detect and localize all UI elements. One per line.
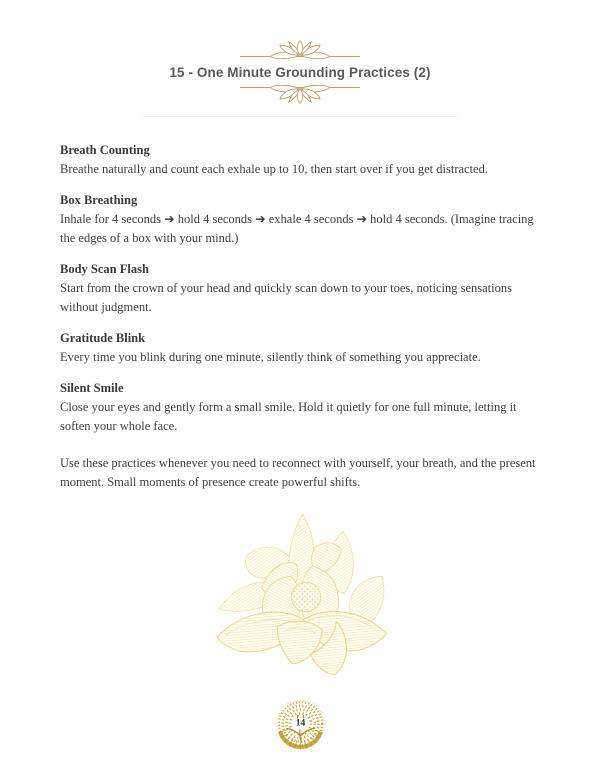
lotus-ornament-top-icon [240,40,360,62]
practice-section [60,191,540,248]
practices-content [60,141,540,492]
chapter-header [0,0,600,117]
closing-paragraph: Use these practices whenever you need to reconnect with yourself, your breath, and the present moment. Small moments of presence create powerful shifts. [60,456,536,489]
practice-title: Breath Counting [60,143,150,157]
practice-section [60,141,540,179]
practice-title: Body Scan Flash [60,262,149,276]
practice-description: Start from the crown of your head and quickly scan down to your toes, noticing sensations without judgment. [60,281,512,314]
page-number: 14 [295,718,306,729]
practices-list [60,141,540,436]
header-divider [143,116,457,117]
practice-title: Silent Smile [60,381,124,395]
practice-section [60,379,540,436]
practice-description: Every time you blink during one minute, silently think of something you appreciate. [60,350,481,364]
lotus-ornament-bottom-icon [240,82,360,104]
practice-section [60,329,540,367]
practice-title: Box Breathing [60,193,138,207]
chapter-title: 15 - One Minute Grounding Practices (2) [169,65,431,80]
practice-description: Close your eyes and gently form a small smile. Hold it quietly for one full minute, letting it soften your whole face. [60,400,517,433]
practice-title: Gratitude Blink [60,331,146,345]
lotus-flower-illustration [205,502,395,675]
practice-section [60,260,540,317]
practice-description: Breathe naturally and count each exhale up to 10, then start over if you get distracted. [60,162,488,176]
practice-description: Inhale for 4 seconds ➔ hold 4 seconds ➔ exhale 4 seconds ➔ hold 4 seconds. (Imagine tracing the edges of a box with your mind.) [60,212,534,245]
page-number-emblem [273,699,328,754]
